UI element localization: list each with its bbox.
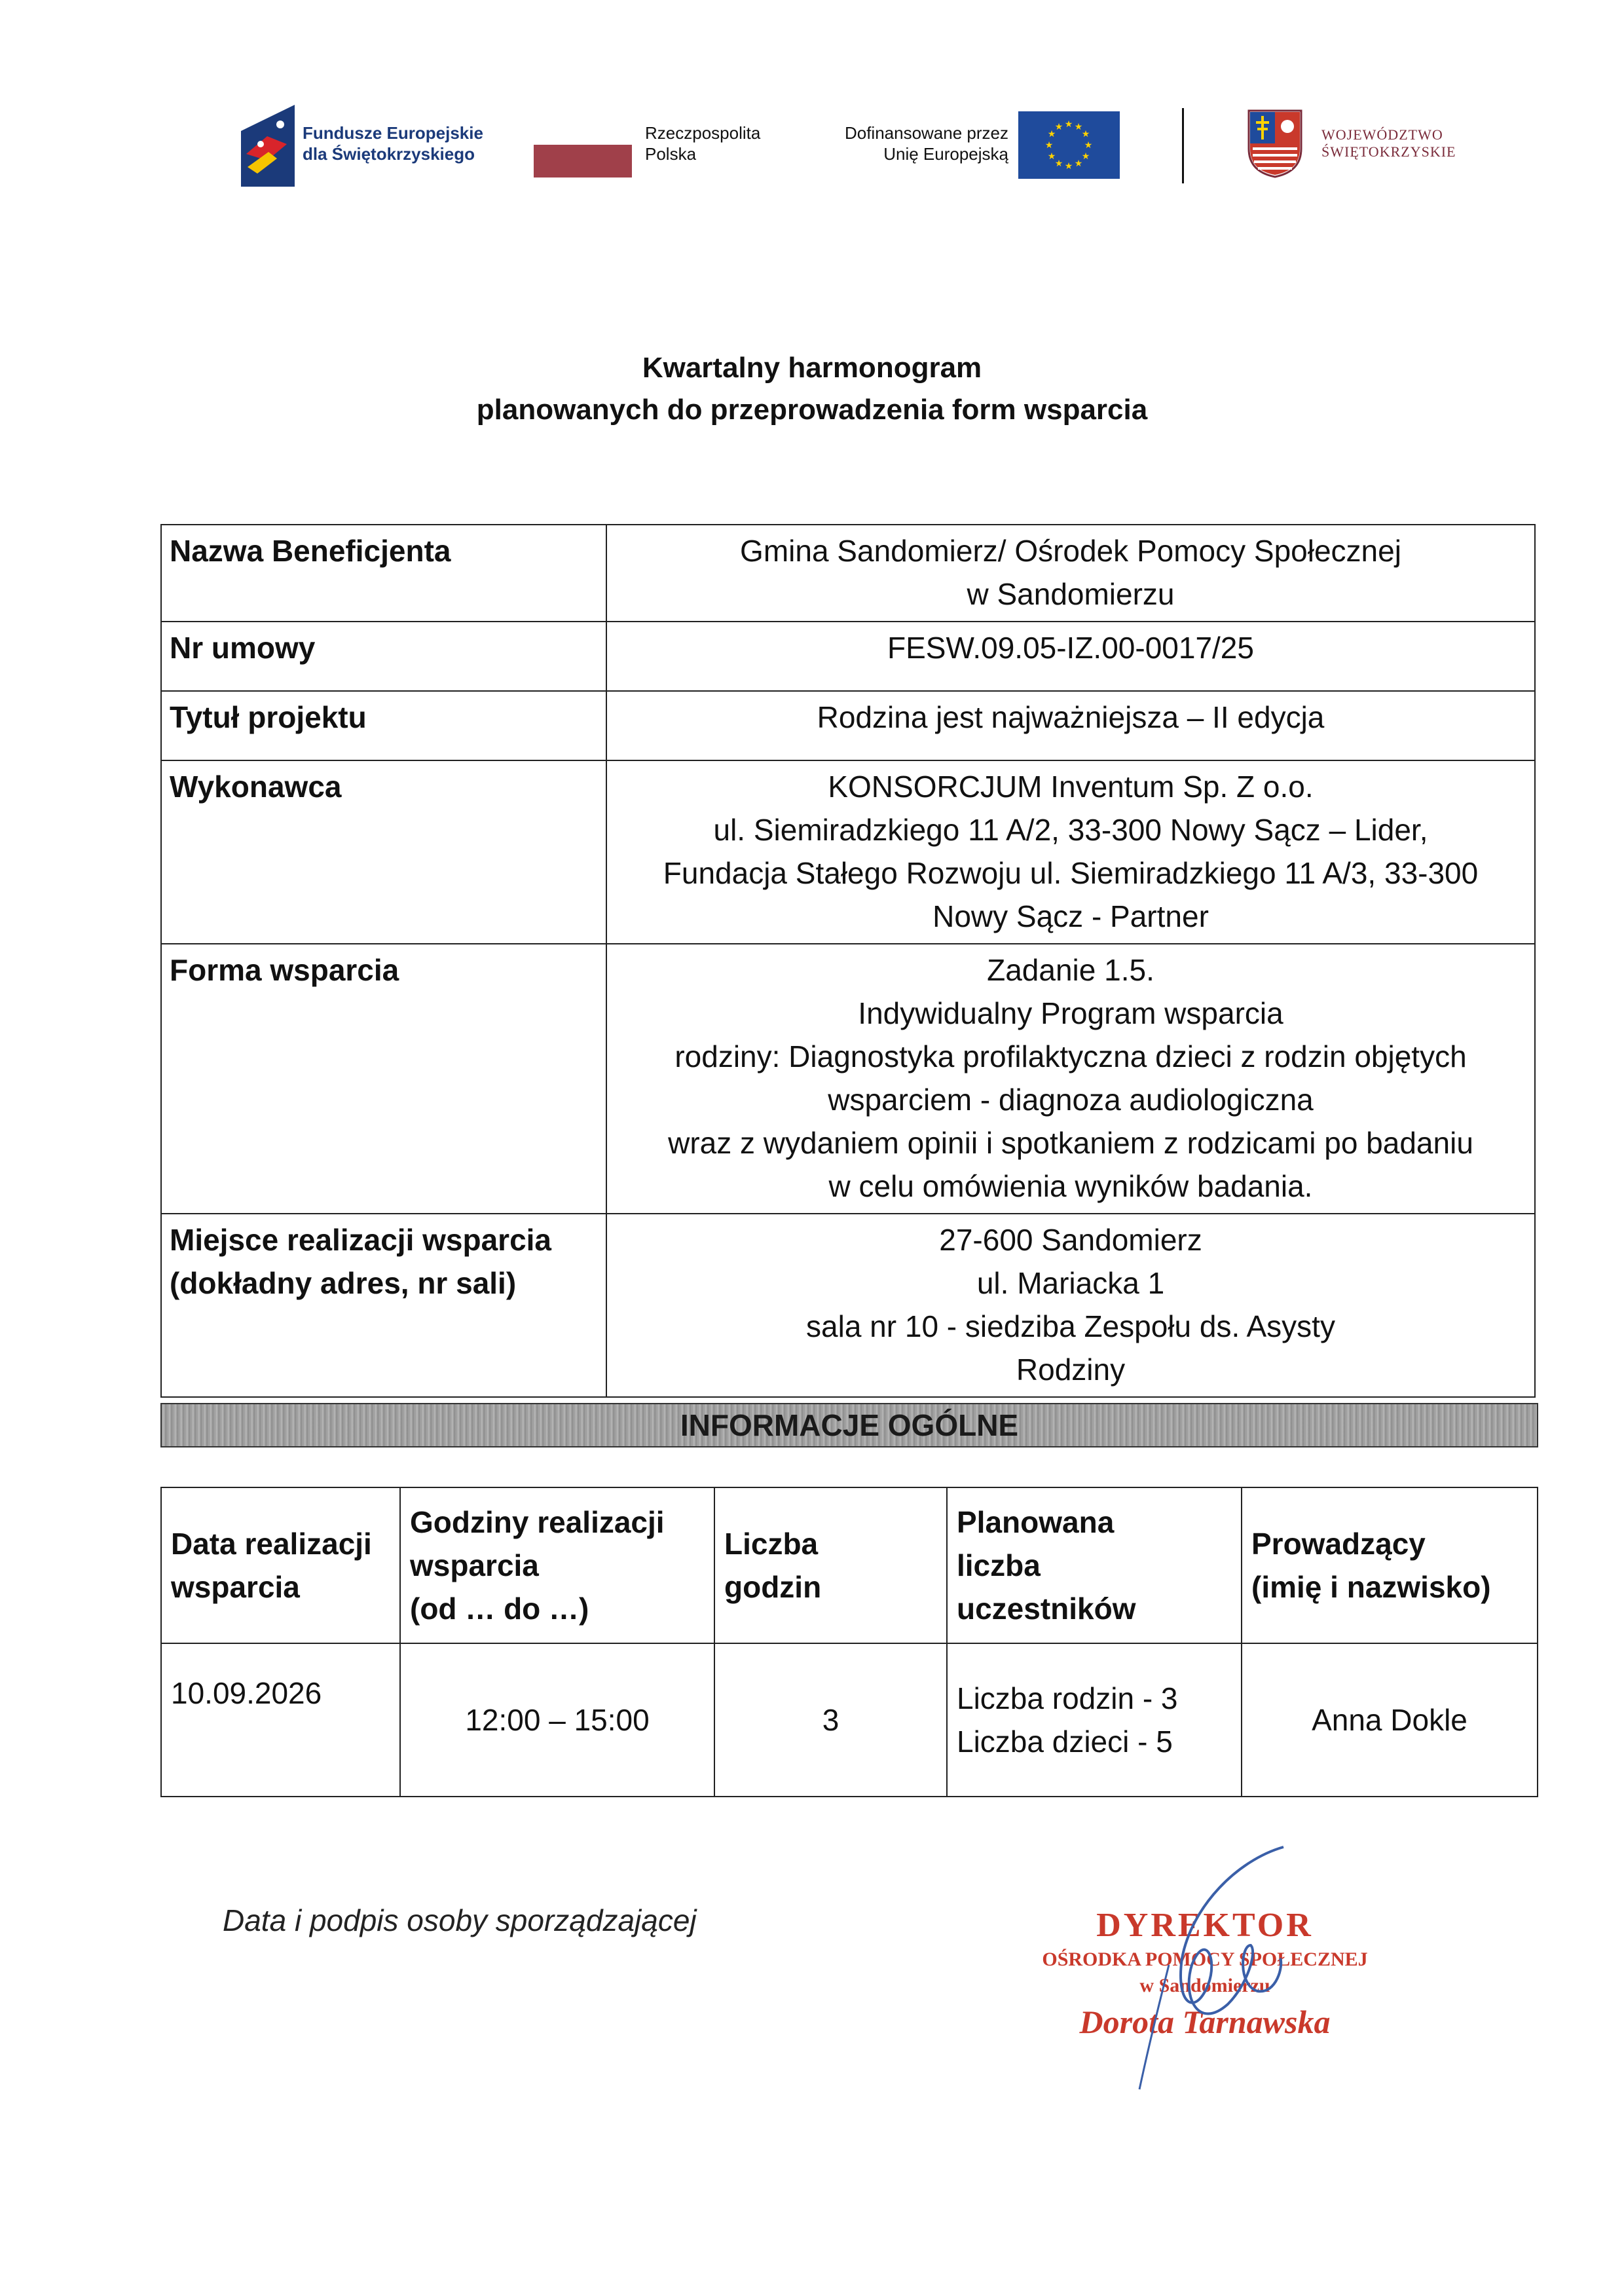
- title-line1: Kwartalny harmonogram: [642, 352, 982, 384]
- place-label-line: Miejsce realizacji wsparcia: [170, 1223, 552, 1257]
- header-date: [161, 1487, 400, 1643]
- stamp-line: w Sandomierzu: [1139, 1975, 1270, 1996]
- section-header-general-info: [160, 1403, 1538, 1447]
- contract-label: Nr umowy: [161, 622, 606, 691]
- logo-divider: [1182, 108, 1184, 183]
- logo-bar: [0, 102, 1624, 200]
- header-date-line: Data realizacji: [171, 1527, 372, 1561]
- place-value-line: ul. Mariacka 1: [976, 1266, 1165, 1300]
- voivodeship-crest-icon: [1247, 109, 1302, 178]
- contract-value: FESW.09.05-IZ.00-0017/25: [606, 622, 1535, 691]
- svg-text:★: ★: [1064, 161, 1073, 172]
- header-leader-line: Prowadzący: [1251, 1527, 1426, 1561]
- participants-line: Liczba dzieci - 5: [957, 1725, 1173, 1759]
- beneficiary-value-line: w Sandomierzu: [967, 577, 1175, 611]
- header-participants-line: uczestników: [957, 1592, 1136, 1626]
- header-hours-line: (od … do …): [410, 1592, 589, 1626]
- schedule-header-row: [161, 1487, 1538, 1643]
- cell-date: 10.09.2026: [161, 1643, 400, 1797]
- support-value-line: wsparciem - diagnoza audiologiczna: [828, 1083, 1314, 1117]
- cell-leader: Anna Dokle: [1242, 1643, 1538, 1797]
- schedule-table: [160, 1487, 1538, 1797]
- contractor-value-line: Fundacja Stałego Rozwoju ul. Siemiradzkiego 11 A/3, 33-300: [663, 856, 1479, 890]
- svg-text:★: ★: [1084, 140, 1093, 151]
- fe-logo-line2: dla Świętokrzyskiego: [303, 144, 475, 164]
- contractor-value-line: ul. Siemiradzkiego 11 A/2, 33-300 Nowy Sącz – Lider,: [713, 813, 1428, 847]
- rp-logo-line2: Polska: [645, 144, 697, 164]
- project-row: [161, 691, 1535, 760]
- svg-text:★: ★: [1047, 129, 1056, 140]
- eu-logo-text: [812, 122, 1008, 164]
- title-line2: planowanych do przeprowadzenia form wsparcia: [476, 394, 1148, 426]
- place-row: [161, 1214, 1535, 1397]
- support-value-line: w celu omówienia wyników badania.: [828, 1169, 1313, 1203]
- support-row: [161, 944, 1535, 1214]
- cell-hours: 12:00 – 15:00: [400, 1643, 714, 1797]
- header-participants-line: Planowana: [957, 1505, 1115, 1539]
- beneficiary-value: [606, 525, 1535, 622]
- eu-logo-line2: Unię Europejską: [883, 144, 1008, 164]
- place-value: [606, 1214, 1535, 1397]
- header-date-line: wsparcia: [171, 1570, 300, 1604]
- support-value-line: rodziny: Diagnostyka profilaktyczna dzieci z rodzin objętych: [674, 1039, 1467, 1073]
- svg-text:★: ★: [1074, 159, 1083, 169]
- beneficiary-label: Nazwa Beneficjenta: [161, 525, 606, 622]
- place-value-line: Rodziny: [1016, 1353, 1126, 1387]
- header-leader-line: (imię i nazwisko): [1251, 1570, 1491, 1604]
- fe-logo-text: [303, 122, 483, 164]
- eu-flag-icon: [1018, 111, 1120, 179]
- svg-text:★: ★: [1074, 122, 1083, 132]
- header-count-line: Liczba: [724, 1527, 819, 1561]
- signature-label: Data i podpis osoby sporządzającej: [223, 1903, 697, 1937]
- contractor-row: [161, 760, 1535, 944]
- contract-row: [161, 622, 1535, 691]
- svg-text:★: ★: [1054, 122, 1063, 132]
- stamp-line: Dorota Tarnawska: [1079, 2004, 1331, 2040]
- support-value-line: Zadanie 1.5.: [987, 953, 1154, 987]
- svg-text:★: ★: [1044, 140, 1054, 151]
- contractor-value-line: KONSORCJUM Inventum Sp. Z o.o.: [828, 770, 1314, 804]
- svg-text:★: ★: [1081, 129, 1090, 140]
- header-participants-line: liczba: [957, 1548, 1041, 1582]
- header-count: [714, 1487, 947, 1643]
- rp-logo-line1: Rzeczpospolita: [645, 123, 761, 143]
- support-value-line: Indywidualny Program wsparcia: [858, 996, 1283, 1030]
- ws-logo-line1: WOJEWÓDZTWO: [1321, 126, 1443, 143]
- support-value: [606, 944, 1535, 1214]
- svg-text:★: ★: [1054, 159, 1063, 169]
- svg-text:★: ★: [1081, 151, 1090, 162]
- place-value-line: 27-600 Sandomierz: [939, 1223, 1202, 1257]
- stamp-line: DYREKTOR: [1096, 1907, 1314, 1944]
- contractor-value: [606, 760, 1535, 944]
- rp-logo-text: [645, 122, 760, 164]
- header-participants: [947, 1487, 1242, 1643]
- header-hours-line: Godziny realizacji: [410, 1505, 665, 1539]
- signature-icon: [1041, 1834, 1342, 2109]
- header-hours: [400, 1487, 714, 1643]
- place-label: [161, 1214, 606, 1397]
- support-value-line: wraz z wydaniem opinii i spotkaniem z rodzicami po badaniu: [668, 1126, 1473, 1160]
- support-label: Forma wsparcia: [161, 944, 606, 1214]
- header-count-line: godzin: [724, 1570, 822, 1604]
- header-leader: [1242, 1487, 1538, 1643]
- header-hours-line: wsparcia: [410, 1548, 539, 1582]
- eu-logo-line1: Dofinansowane przez: [844, 123, 1008, 143]
- beneficiary-row: [161, 525, 1535, 622]
- cell-count: 3: [714, 1643, 947, 1797]
- voivodeship-logo-text: [1321, 126, 1456, 160]
- beneficiary-value-line: Gmina Sandomierz/ Ośrodek Pomocy Społecznej: [740, 534, 1401, 568]
- document-title: [0, 347, 1624, 431]
- place-value-line: sala nr 10 - siedziba Zespołu ds. Asysty: [806, 1309, 1335, 1343]
- project-info-table: [160, 524, 1536, 1398]
- cell-participants: [947, 1643, 1242, 1797]
- fe-logo-icon: [241, 105, 295, 187]
- participants-line: Liczba rodzin - 3: [957, 1681, 1178, 1715]
- svg-text:★: ★: [1047, 151, 1056, 162]
- contractor-value-line: Nowy Sącz - Partner: [932, 899, 1209, 933]
- rp-flag-icon: [534, 145, 632, 177]
- fe-logo-line1: Fundusze Europejskie: [303, 123, 483, 143]
- svg-text:★: ★: [1064, 119, 1073, 130]
- project-label: Tytuł projektu: [161, 691, 606, 760]
- ws-logo-line2: ŚWIĘTOKRZYSKIE: [1321, 143, 1456, 160]
- contractor-label: Wykonawca: [161, 760, 606, 944]
- place-label-line: (dokładny adres, nr sali): [170, 1266, 517, 1300]
- rp-flag-white: [534, 113, 632, 145]
- section-title: INFORMACJE OGÓLNE: [680, 1408, 1019, 1442]
- project-value: Rodzina jest najważniejsza – II edycja: [606, 691, 1535, 760]
- stamp-line: OŚRODKA POMOCY SPOŁECZNEJ: [1042, 1949, 1368, 1970]
- schedule-row: [161, 1643, 1538, 1797]
